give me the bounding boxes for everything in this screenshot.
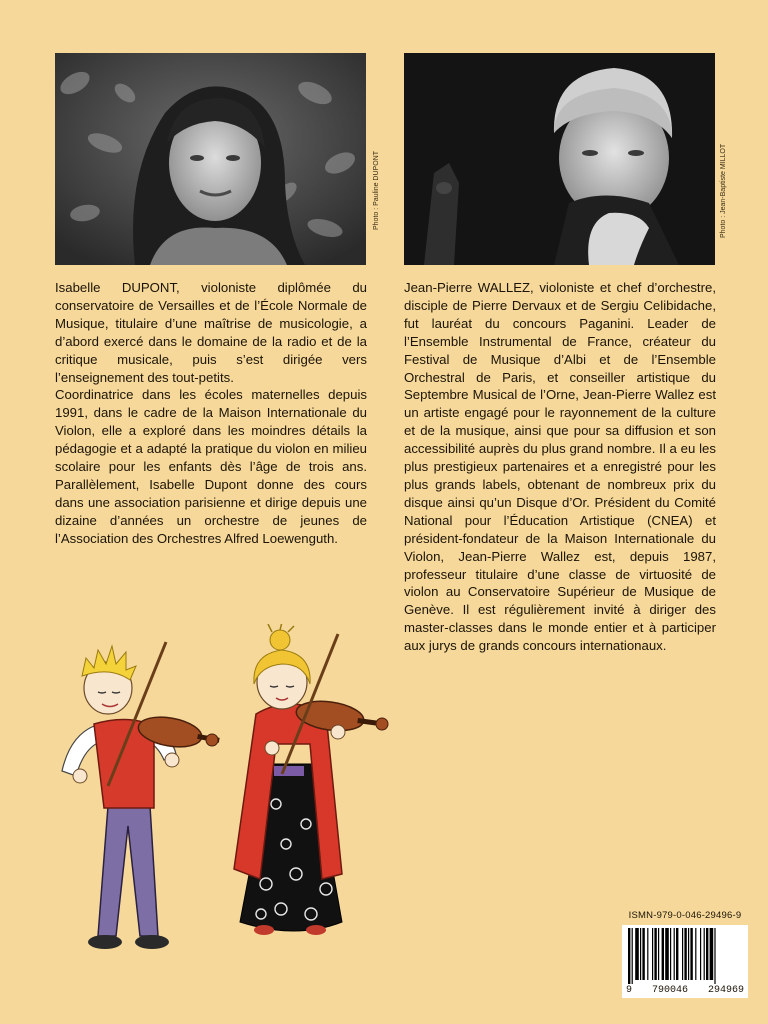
barcode-bar	[635, 928, 639, 980]
barcode-bar	[665, 928, 669, 980]
barcode-digit-group: 9	[626, 985, 633, 996]
isabelle-dupont-photo	[55, 53, 366, 265]
barcode-bar	[640, 928, 641, 980]
barcode-bar	[684, 928, 686, 980]
barcode-bar	[628, 928, 630, 984]
barcode-bar	[682, 928, 683, 980]
jean-pierre-wallez-bio	[404, 279, 716, 655]
barcode-digit-group: 790046	[651, 985, 688, 996]
barcode-bar	[674, 928, 675, 980]
barcode-bar	[695, 928, 696, 980]
barcode-bar	[662, 928, 664, 980]
barcode-bars	[626, 928, 744, 984]
jean-pierre-wallez-photo	[404, 53, 715, 265]
left-photo-credit: Photo : Pauline DUPONT	[373, 151, 380, 230]
bio-paragraph: Jean-Pierre WALLEZ, violoniste et chef d’orchestre, disciple de Pierre Dervaux et de Sergiu Celibidache, fut lauréat du concours Paganini. Leader de l’Ensemble Instrumental de France, créateur du Festival de Musique d’Albi et de l’Ensemble Orchestral de Paris, et conseiller artistique du Septembre Musical de l’Orne, Jean-Pierre Wallez est un artiste engagé pour le rayonnement de la culture et de la musique, ainsi que pour sa diffusion et son accessibilité auprès du plus grand nombre. Il a eu les plus prestigieux partenaires et a enregistré pour les plus grands labels, obtenant de nombreux prix du disque ainsi qu’un Disque d’Or. Président du Comité National pour l’Éducation Artistique (CNEA) et président-fondateur de la Maison Internationale du Violon, Jean-Pierre Wallez est, depuis 1987, professeur titulaire d’une classe de virtuosité de violon au Conservatoire Supérieur de Musique de Genève. Il est régulièrement invité à diriger des master-classes dans le monde entier et à participer aux jurys de grands concours internationaux.	[404, 280, 716, 654]
barcode-bar	[642, 928, 644, 980]
barcode-bar	[647, 928, 648, 980]
girl-violinist-illustration	[226, 624, 396, 944]
barcode-bar	[652, 928, 653, 980]
ismn-block	[622, 910, 748, 998]
barcode-digits	[626, 985, 744, 996]
boy-violinist-illustration	[50, 636, 220, 956]
isabelle-dupont-bio	[55, 279, 367, 548]
barcode-bar	[714, 928, 715, 984]
bio-paragraph: Coordinatrice dans les écoles maternelles depuis 1991, dans le cadre de la Maison Internationale du Violon, elle a exploré dans les moindres détails la pédagogie et a adapté la pratique du violon en milieu scolaire pour les enfants dès l’âge de trois ans. Parallèlement, Isabelle Dupont donne des cours dans une association parisienne et dirige depuis une dizaine d’années un orchestre de jeunes de l’Association des Orchestres Alfred Loewenguth.	[55, 387, 367, 546]
barcode-bar	[690, 928, 692, 980]
barcode-bar	[654, 928, 656, 980]
bio-paragraph: Isabelle DUPONT, violoniste diplômée du conservatoire de Versailles et de l’École Normale de Musique, titulaire d’une maîtrise de musicologie, a d’abord exercé dans le domaine de la radio et de la critique musicale, puis s’est dirigée vers l’enseignement des tout-petits.	[55, 280, 367, 385]
barcode	[622, 925, 748, 998]
barcode-bar	[704, 928, 705, 980]
barcode-bar	[670, 928, 671, 980]
barcode-bar	[710, 928, 714, 980]
barcode-bar	[706, 928, 708, 980]
barcode-digit-group: 294969	[707, 985, 744, 996]
barcode-bar	[700, 928, 701, 980]
barcode-bar	[688, 928, 689, 980]
barcode-bar	[632, 928, 633, 984]
ismn-label: ISMN-979-0-046-29496-9	[628, 910, 742, 921]
right-photo-credit: Photo : Jean-Baptiste MILLOT	[720, 143, 727, 238]
barcode-bar	[658, 928, 659, 980]
barcode-bar	[676, 928, 678, 980]
